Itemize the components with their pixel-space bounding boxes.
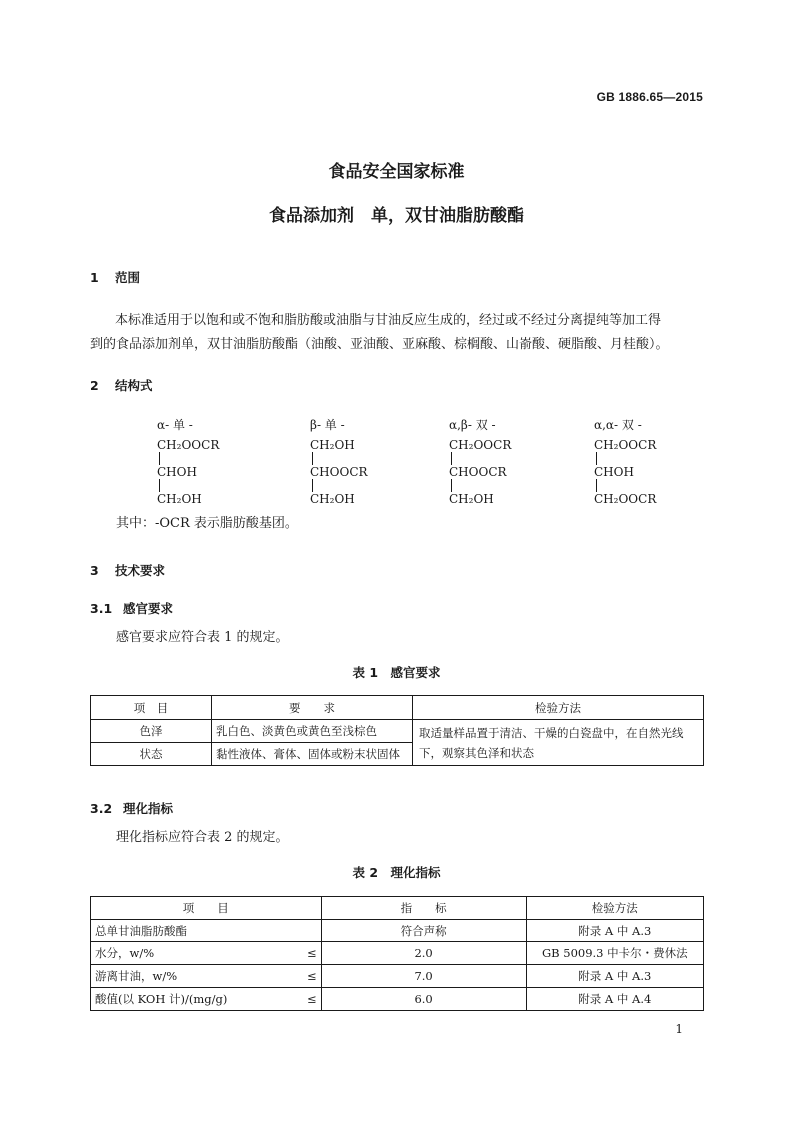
formula-note: 其中：-OCR 表示脂肪酸基团。	[116, 516, 298, 531]
table-row	[91, 920, 704, 942]
paragraph-line: 到的食品添加剂单，双甘油脂肪酸酯（油酸、亚油酸、亚麻酸、棕榈酸、山嵛酸、硬脂酸、月桂酸）。	[90, 337, 669, 352]
paragraph-line: 本标准适用于以饱和或不饱和脂肪酸或油脂与甘油反应生成的，经过或不经过分离提纯等加工得	[115, 313, 662, 328]
table-header-row	[91, 696, 704, 720]
item-cell: 水分，w/%	[91, 942, 299, 965]
item-cell: 状态	[91, 743, 212, 766]
item-cell: 色泽	[91, 720, 212, 743]
bond-line	[312, 479, 313, 492]
method-cell: 取适量样品置于清洁、干燥的白瓷盘中，在自然光线下，观察其色泽和状态	[413, 720, 704, 766]
bond-line	[451, 452, 452, 465]
section-title: 结构式	[115, 378, 153, 393]
requirement-cell: 乳白色、淡黄色或黄色至浅棕色	[212, 720, 413, 743]
table-1-sensory	[90, 695, 704, 766]
sign-cell: ≤	[299, 988, 322, 1011]
method-cell: 附录 A 中 A.3	[526, 920, 703, 942]
value-cell: 符合声称	[321, 920, 526, 942]
method-cell: 附录 A 中 A.4	[526, 988, 703, 1011]
column-header: 项 目	[91, 897, 322, 920]
formula-row: CH₂OOCR	[449, 438, 512, 452]
bond-line	[596, 479, 597, 492]
section-3-heading	[90, 561, 165, 579]
page-number: 1	[675, 1022, 683, 1036]
bond-line	[159, 479, 160, 492]
structural-formula-alpha-mono	[157, 418, 219, 506]
structural-formula-alpha-alpha-di	[594, 418, 656, 506]
section-title: 范围	[115, 270, 141, 285]
sign-cell	[299, 920, 322, 942]
formula-label: α,β- 双 -	[449, 418, 496, 432]
formula-row: CHOOCR	[449, 465, 507, 479]
sign-cell: ≤	[299, 942, 322, 965]
table-2-caption: 表 2 理化指标	[352, 865, 441, 880]
section-2-heading	[90, 376, 153, 394]
document-title: 食品安全国家标准	[328, 162, 465, 182]
formula-row: CH₂OH	[310, 492, 355, 506]
method-cell: 附录 A 中 A.3	[526, 965, 703, 988]
requirement-cell: 黏性液体、膏体、固体或粉末状固体	[212, 743, 413, 766]
column-header: 检验方法	[413, 696, 704, 720]
column-header: 要 求	[212, 696, 413, 720]
bond-line	[312, 452, 313, 465]
method-cell: GB 5009.3 中卡尔・费休法	[526, 942, 703, 965]
section-title: 技术要求	[115, 563, 166, 578]
document-subtitle: 食品添加剂 单，双甘油脂肪酸酯	[269, 206, 524, 226]
table-2-physicochemical	[90, 896, 704, 1011]
section-number: 3.2	[90, 801, 113, 816]
structural-formula-beta-mono	[310, 418, 368, 506]
section-number: 1	[90, 270, 99, 285]
column-header: 指 标	[321, 897, 526, 920]
section-number: 3.1	[90, 601, 113, 616]
formula-row: CHOH	[157, 465, 197, 479]
formula-row: CHOH	[594, 465, 634, 479]
bond-line	[596, 452, 597, 465]
table-row	[91, 942, 704, 965]
value-cell: 2.0	[321, 942, 526, 965]
formula-label: α,α- 双 -	[594, 418, 642, 432]
section-1-heading	[90, 268, 140, 286]
formula-row: CH₂OH	[157, 492, 202, 506]
sign-cell: ≤	[299, 965, 322, 988]
section-3-2-body: 理化指标应符合表 2 的规定。	[116, 830, 289, 845]
table-row	[91, 720, 704, 743]
standard-code: GB 1886.65—2015	[596, 90, 703, 104]
bond-line	[159, 452, 160, 465]
column-header: 项 目	[91, 696, 212, 720]
value-cell: 7.0	[321, 965, 526, 988]
item-cell: 游离甘油，w/%	[91, 965, 299, 988]
formula-label: α- 单 -	[157, 418, 193, 432]
section-number: 3	[90, 563, 99, 578]
section-3-1-body: 感官要求应符合表 1 的规定。	[116, 630, 289, 645]
column-header: 检验方法	[526, 897, 703, 920]
formula-row: CHOOCR	[310, 465, 368, 479]
item-cell: 酸值(以 KOH 计)/(mg/g)	[91, 988, 299, 1011]
formula-row: CH₂OOCR	[157, 438, 220, 452]
section-number: 2	[90, 378, 99, 393]
table-1-caption: 表 1 感官要求	[352, 665, 441, 680]
formula-row: CH₂OOCR	[594, 438, 657, 452]
value-cell: 6.0	[321, 988, 526, 1011]
table-header-row	[91, 897, 704, 920]
table-row	[91, 965, 704, 988]
formula-row: CH₂OH	[310, 438, 355, 452]
section-title: 感官要求	[123, 601, 174, 616]
table-row	[91, 988, 704, 1011]
formula-row: CH₂OH	[449, 492, 494, 506]
section-3-2-heading	[90, 799, 173, 817]
bond-line	[451, 479, 452, 492]
section-3-1-heading	[90, 599, 173, 617]
section-title: 理化指标	[123, 801, 174, 816]
formula-row: CH₂OOCR	[594, 492, 657, 506]
structural-formula-alpha-beta-di	[449, 418, 511, 506]
item-cell: 总单甘油脂肪酸酯	[91, 920, 299, 942]
formula-label: β- 单 -	[310, 418, 345, 432]
section-1-body	[90, 309, 710, 357]
